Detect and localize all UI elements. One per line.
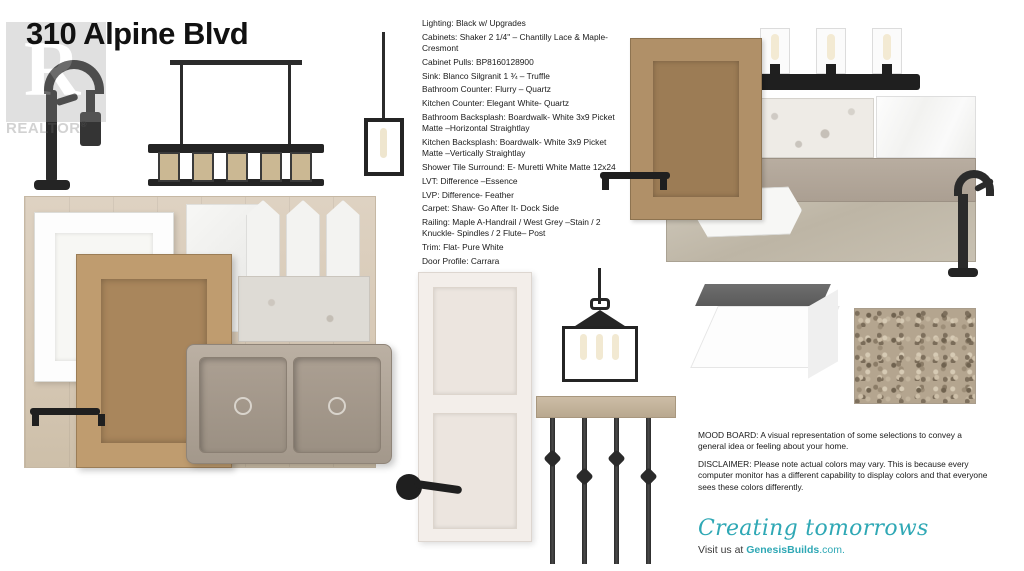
lantern-bulb [596,334,603,360]
pull-foot [602,178,609,190]
chandelier-bulb-shade [260,152,282,182]
chandelier-support-rod [288,64,291,146]
vanity-neck [826,64,836,76]
realtor-logo-letter: R [24,25,81,112]
brand-site-tld: .com. [819,544,845,556]
kitchen-counter-quartz-swatch [238,276,370,342]
chandelier-bulb-shade [158,152,180,182]
railing-spindle [614,418,619,564]
door-panel-bottom [433,413,517,529]
spec-item: Cabinet Pulls: BP8160128900 [422,56,534,67]
cabinet-pull-hardware [30,404,108,422]
railing-spindle-sample [536,396,676,568]
railing-spindle [550,418,555,564]
spec-item: Railing: Maple A-Handrail / West Grey –Stain / 2 Knuckle- Spindles / 2 Flute– Post [422,217,601,239]
brand-visit-line [698,544,998,556]
door-panel-top [433,287,517,395]
carpet-swatch-dock-side [854,308,976,404]
vanity-neck [882,64,892,76]
sink-drain-left [234,397,252,415]
brand-footer [698,518,998,556]
spec-item: Bathroom Backsplash: Boardwalk- White 3x9 Picket Matte –Horizontal Straightlay [422,111,615,134]
counter-side-edge [808,289,838,378]
visit-prefix: Visit us at [698,544,747,556]
spec-item: LVP: Difference- Feather [422,189,514,200]
pendant-rod [382,32,385,118]
vanity-backplate [746,74,920,90]
brand-tagline: Creating tomorrows [698,516,929,541]
tall-lantern-pendant-light [356,32,412,182]
spec-item: Trim: Flat- Pure White [422,242,504,253]
spec-item: Cabinets: Shaker 2 1/4" – Chantilly Lace & Maple-Cresmont [422,31,608,53]
faucet-base [948,268,978,277]
pendant-bulb [380,128,387,158]
chandelier-bulb-shade [290,152,312,182]
sink-drain-right [328,397,346,415]
railing-knuckle [607,449,625,467]
lantern-bulb [580,334,587,360]
linear-chandelier-light [140,36,330,176]
mood-board-notes [698,430,990,499]
vanity-bulb [883,34,891,60]
pull-foot [98,414,105,426]
lantern-loop [590,298,610,310]
bathroom-faucet-matte-black [944,170,1010,290]
realtor-logo-label: REALTOR® [6,120,88,137]
handle-lever [414,480,463,495]
pull-foot [32,414,39,426]
chandelier-bulb-shade [226,152,248,182]
selections-spec-list [422,18,628,284]
vanity-light-bar [746,20,920,98]
mood-board-disclaimer: DISCLAIMER: Please note actual colors may vary. This is because every computer monitor has a different capability to display colors and that everyone sees these colors differently. [698,458,988,492]
maple-cresmont-cabinet-door [630,38,762,220]
spec-item: Kitchen Counter: Elegant White- Quartz [422,98,570,109]
cabinet-pull-hardware [600,168,670,184]
page-title: 310 Alpine Blvd [26,16,249,51]
chandelier-bulb-shade [192,152,214,182]
faucet-column [958,194,968,270]
maple-handrail [536,396,676,418]
railing-spindle [646,418,651,564]
counter-and-trim-sample [700,284,842,394]
railing-knuckle [575,467,593,485]
railing-knuckle [639,467,657,485]
counter-top-surface [695,284,831,306]
railing-knuckle [543,449,561,467]
spec-item: Sink: Blanco Silgranit 1 ¾ – Truffle [422,70,550,81]
vanity-bulb [827,34,835,60]
vanity-neck [770,64,780,76]
carrara-interior-door [418,272,532,542]
railing-spindle [582,418,587,564]
chandelier-support-rod [180,64,183,146]
white-quartz-swatch [876,96,976,158]
cage-lantern-pendant-light [548,268,652,394]
silgranit-truffle-sink [186,344,392,464]
brand-site-name: GenesisBuilds [746,544,820,556]
lantern-bulb [612,334,619,360]
flurry-quartz-swatch [752,98,874,158]
mood-board-definition: MOOD BOARD: A visual representation of some selections to convey a general idea or feeling about your home. [698,430,962,452]
pull-bar [30,408,100,415]
spec-item: Carpet: Shaw- Go After It- Dock Side [422,203,559,214]
spec-item: Shower Tile Surround: E- Muretti White Matte 12x24 [422,161,616,172]
spec-item: Bathroom Counter: Flurry – Quartz [422,84,551,95]
pull-foot [660,178,667,190]
spec-item: Lighting: Black w/ Upgrades [422,18,526,28]
spec-item: Door Profile: Carrara [422,255,500,266]
faucet-base [34,180,70,190]
vanity-bulb [771,34,779,60]
spec-item: Kitchen Backsplash: Boardwalk- White 3x9 Picket Matte –Vertically Straightlay [422,136,607,159]
spec-item: LVT: Difference –Essence [422,175,518,186]
door-lever-handle [396,474,462,500]
chandelier-canopy [170,60,302,65]
